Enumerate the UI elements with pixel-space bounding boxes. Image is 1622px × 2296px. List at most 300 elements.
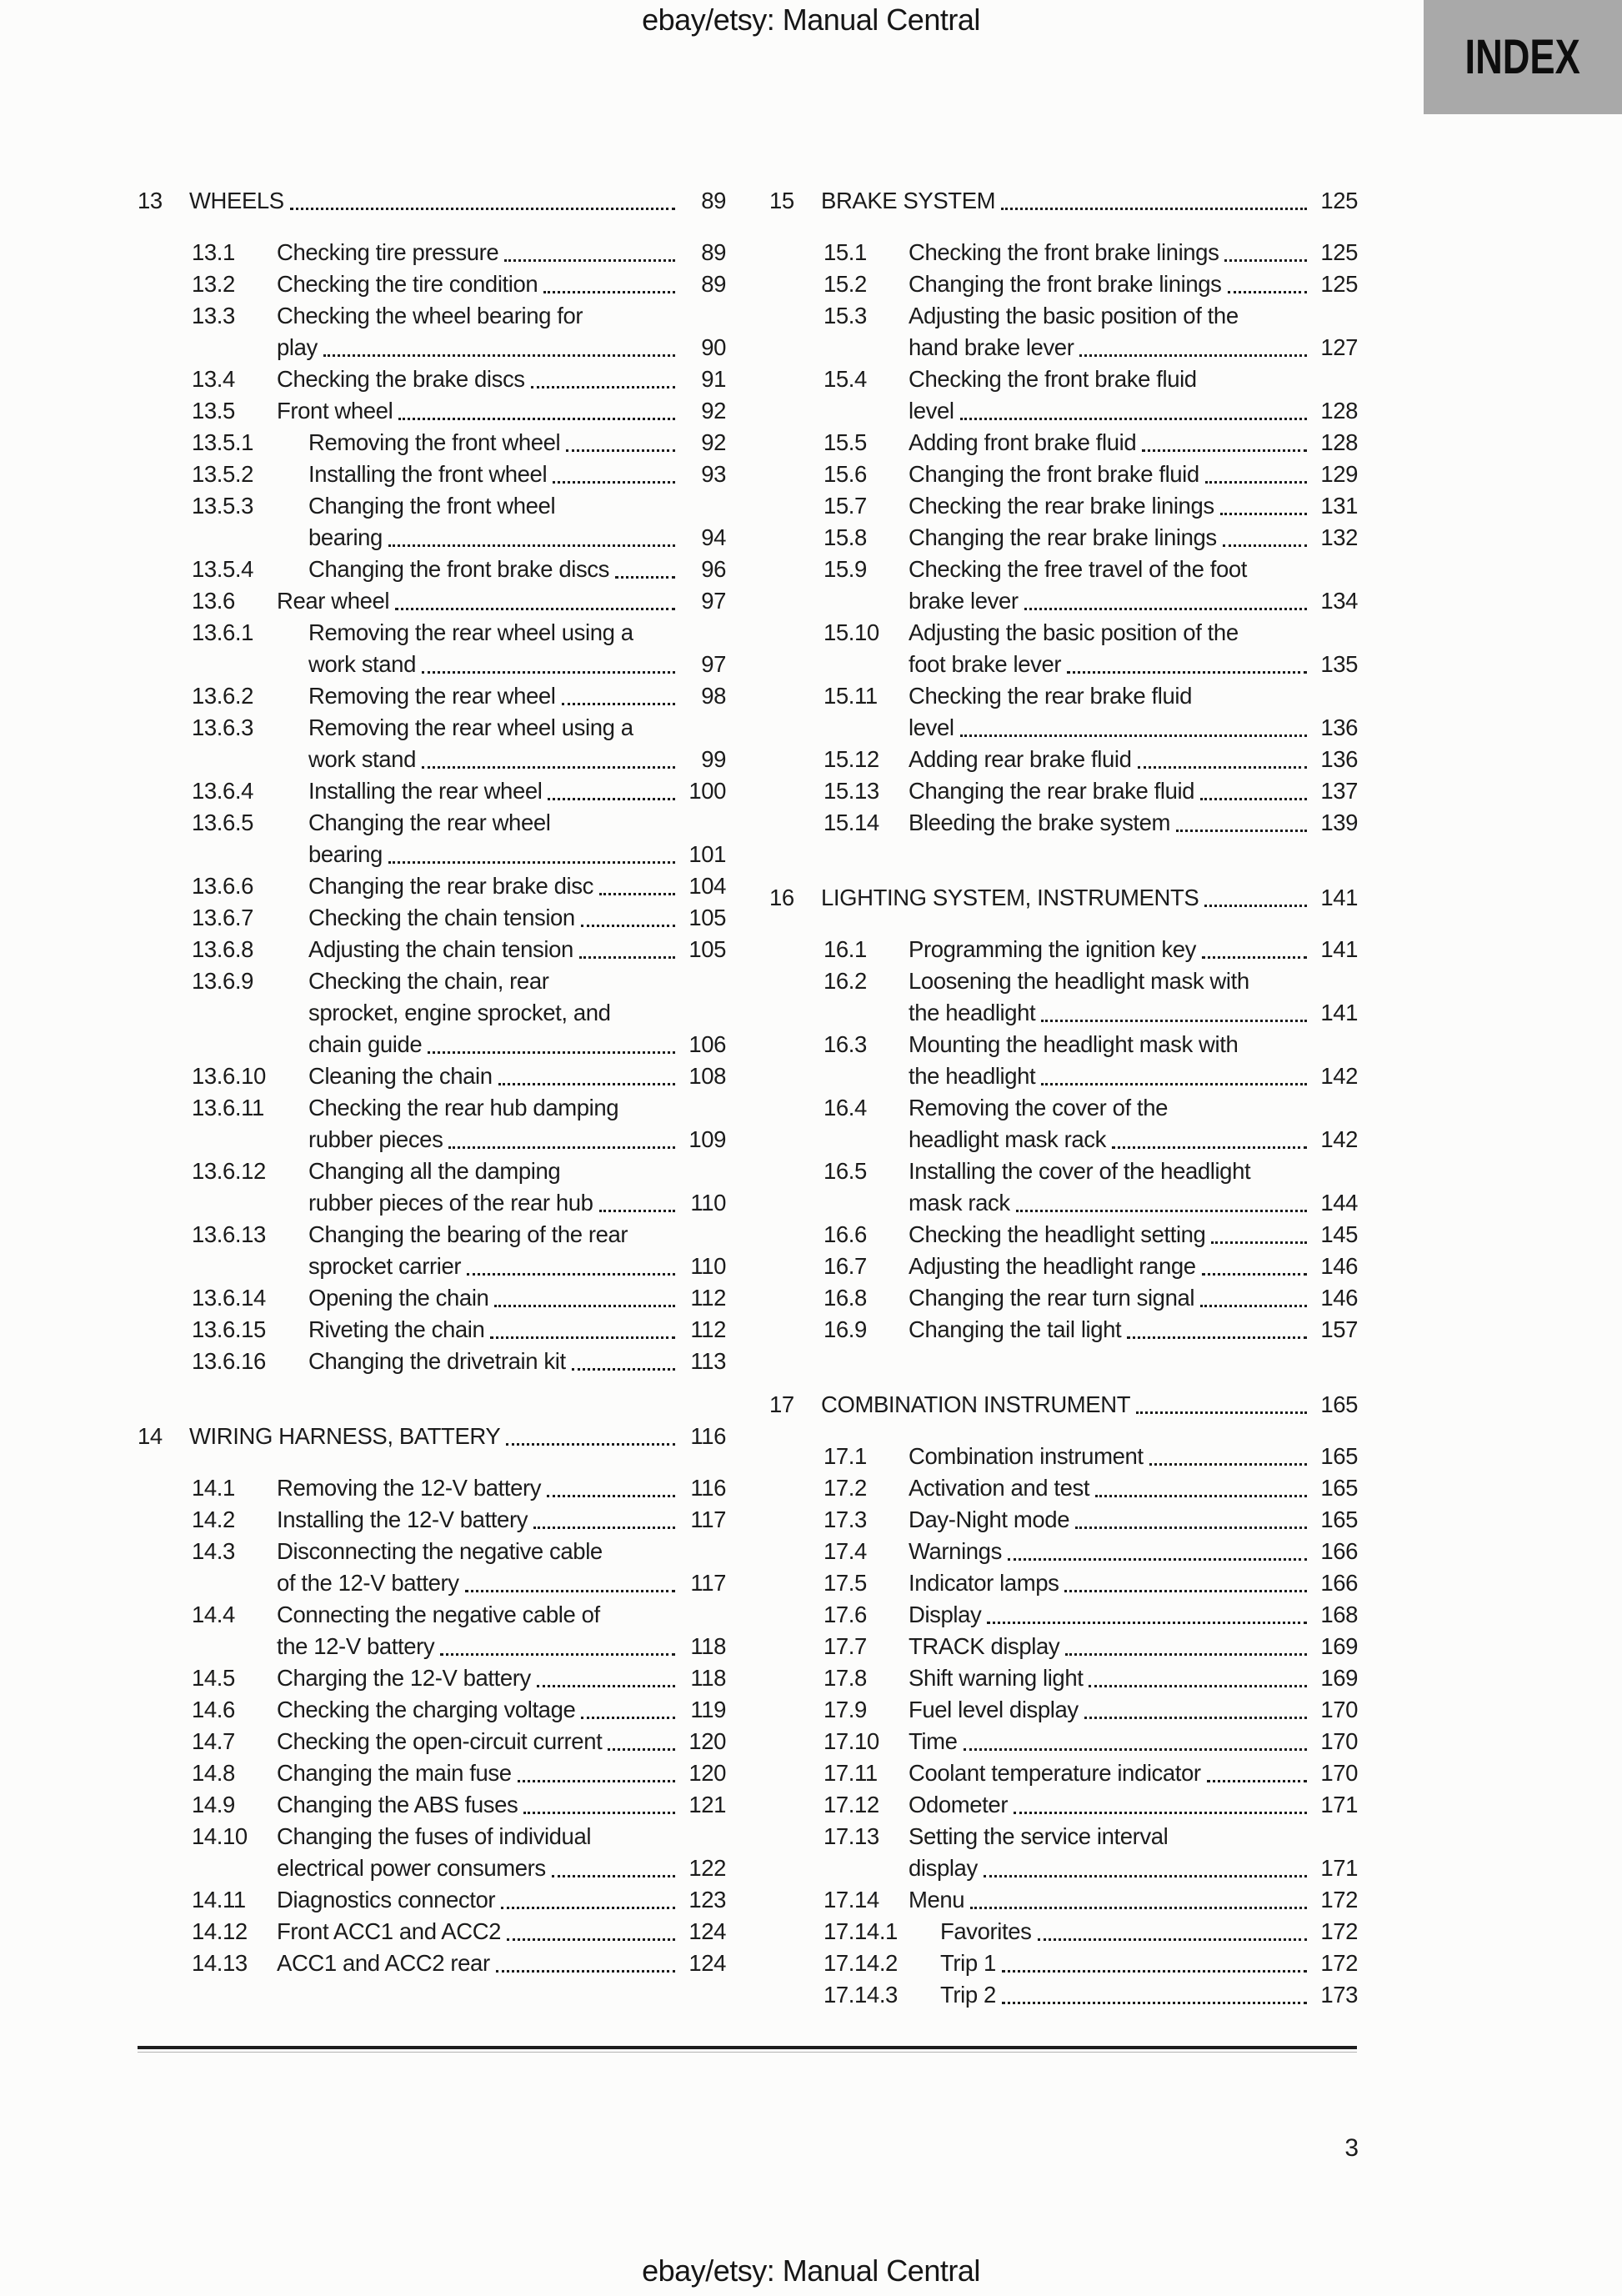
entry-page-number: 144 [1320, 1190, 1358, 1216]
entry-text: Rear wheel [277, 588, 390, 614]
entry-body [909, 1251, 1358, 1282]
entry-number: 13.5.2 [192, 461, 254, 487]
entry-page-number: 118 [690, 1633, 726, 1659]
entry-last-line [308, 1346, 726, 1377]
dot-leader [467, 1273, 675, 1276]
dot-leader [1014, 1812, 1307, 1814]
entry-page-number: 165 [1320, 1391, 1358, 1417]
entry-page-number: 97 [701, 588, 726, 614]
dot-leader [984, 1875, 1307, 1877]
entry-number: 15.5 [824, 429, 867, 455]
dot-leader [1041, 1083, 1307, 1085]
entry-last-line [308, 427, 726, 459]
toc-entry-17.5 [769, 1567, 1358, 1599]
entry-last-line [277, 585, 726, 617]
entry-page-number: 112 [690, 1316, 726, 1342]
entry-number: 13 [138, 188, 163, 213]
entry-body [277, 395, 726, 427]
entry-text: Checking the rear brake linings [909, 493, 1214, 519]
entry-text: the 12-V battery [277, 1633, 435, 1659]
entry-last-line [277, 1472, 726, 1504]
entry-last-line [308, 522, 726, 554]
toc-entry-15.3 [769, 300, 1358, 363]
entry-page-number: 113 [690, 1348, 726, 1374]
entry-body [308, 680, 726, 712]
entry-text: mask rack [909, 1190, 1010, 1216]
entry-page-number: 142 [1320, 1126, 1358, 1152]
entry-page-number: 109 [688, 1126, 726, 1152]
toc-entry-13.6.6 [138, 870, 726, 902]
entry-last-line [821, 185, 1358, 217]
entry-text: Warnings [909, 1538, 1002, 1564]
dot-leader [398, 418, 675, 420]
entry-page-number: 170 [1320, 1697, 1358, 1722]
toc-entry-14.3 [138, 1536, 726, 1599]
entry-body [308, 934, 726, 965]
dot-leader [964, 1748, 1308, 1751]
dot-leader [388, 861, 675, 864]
entry-text: Removing the 12-V battery [277, 1475, 542, 1501]
entry-text-line: Installing the cover of the headlight [909, 1158, 1251, 1184]
entry-page-number: 165 [1320, 1506, 1358, 1532]
entry-last-line [277, 268, 726, 300]
entry-page-number: 117 [690, 1570, 726, 1596]
dot-leader [494, 1305, 675, 1307]
dot-leader [323, 354, 675, 357]
toc-entry-15.2 [769, 268, 1358, 300]
entry-text: Checking the headlight setting [909, 1221, 1206, 1247]
entry-text: Trip 1 [940, 1950, 996, 1976]
entry-last-line [940, 1979, 1358, 2011]
entry-body [940, 1916, 1358, 1948]
toc-entry-15.9 [769, 554, 1358, 617]
entry-body [308, 1314, 726, 1346]
entry-page-number: 108 [688, 1063, 726, 1089]
entry-last-line [308, 870, 726, 902]
entry-number: 14.4 [192, 1602, 235, 1627]
toc-entry-13.5.2 [138, 459, 726, 490]
entry-page-number: 170 [1320, 1760, 1358, 1786]
entry-page-number: 132 [1320, 524, 1358, 550]
entry-text: WHEELS [189, 188, 284, 213]
entry-last-line [909, 1219, 1358, 1251]
entry-last-line [277, 1662, 726, 1694]
entry-page-number: 145 [1320, 1221, 1358, 1247]
entry-number: 16.8 [824, 1285, 867, 1311]
entry-number: 14.5 [192, 1665, 235, 1691]
entry-text: Shift warning light [909, 1665, 1084, 1691]
dot-leader [970, 1907, 1307, 1909]
dot-leader [537, 1685, 675, 1687]
toc-entry-15.4 [769, 363, 1358, 427]
toc-entry-14.10 [138, 1821, 726, 1884]
entry-number: 13.6.4 [192, 778, 254, 804]
entry-body [909, 1789, 1358, 1821]
entry-number: 15.13 [824, 778, 879, 804]
page-number: 3 [1344, 2134, 1359, 2162]
toc-entry-16.5 [769, 1156, 1358, 1219]
dot-leader [290, 208, 675, 210]
entry-body [909, 1821, 1358, 1884]
dot-leader [1223, 544, 1307, 547]
entry-number: 13.6 [192, 588, 235, 614]
toc-entry-16 [769, 882, 1358, 914]
entry-body [909, 1536, 1358, 1567]
entry-number: 17.14.2 [824, 1950, 898, 1976]
entry-last-line [189, 185, 726, 217]
entry-last-line [277, 1757, 726, 1789]
entry-number: 13.6.6 [192, 873, 254, 899]
entry-last-line [909, 1441, 1358, 1472]
entry-number: 13.5.1 [192, 429, 254, 455]
dot-leader [448, 1146, 675, 1149]
toc-entry-14.9 [138, 1789, 726, 1821]
dot-leader [1002, 1970, 1307, 1973]
entry-page-number: 105 [688, 905, 726, 930]
toc-entry-13.6.1 [138, 617, 726, 680]
entry-body [277, 1884, 726, 1916]
table-of-contents [138, 185, 1358, 2011]
entry-text: Changing the main fuse [277, 1760, 512, 1786]
entry-number: 14 [138, 1423, 163, 1449]
entry-text: Riveting the chain [308, 1316, 485, 1342]
entry-text-line: Changing the fuses of individual [277, 1823, 592, 1849]
entry-text: LIGHTING SYSTEM, INSTRUMENTS [821, 885, 1199, 910]
entry-last-line [909, 1187, 1358, 1219]
entry-text: Changing the ABS fuses [277, 1792, 518, 1817]
entry-body [277, 1504, 726, 1536]
entry-page-number: 90 [701, 334, 726, 360]
toc-entry-13.4 [138, 363, 726, 395]
entry-number: 14.13 [192, 1950, 248, 1976]
entry-number: 15.14 [824, 810, 879, 835]
entry-number: 14.6 [192, 1697, 235, 1722]
entry-page-number: 168 [1320, 1602, 1358, 1627]
toc-entry-17.1 [769, 1441, 1358, 1472]
entry-page-number: 146 [1320, 1253, 1358, 1279]
toc-entry-16.7 [769, 1251, 1358, 1282]
entry-number: 17.4 [824, 1538, 867, 1564]
footer-rule [138, 2046, 1357, 2049]
entry-last-line [940, 1916, 1358, 1948]
entry-page-number: 101 [688, 841, 726, 867]
entry-number: 13.6.7 [192, 905, 254, 930]
toc-entry-14.11 [138, 1884, 726, 1916]
entry-text: Removing the front wheel [308, 429, 561, 455]
entry-number: 15.2 [824, 271, 867, 297]
entry-page-number: 129 [1320, 461, 1358, 487]
dot-leader [1095, 1495, 1307, 1497]
toc-entry-15.13 [769, 775, 1358, 807]
entry-text: Front wheel [277, 398, 393, 424]
dot-leader [572, 1368, 675, 1371]
entry-last-line [909, 1314, 1358, 1346]
footer-rule-shadow [138, 2052, 1357, 2053]
dot-leader [531, 386, 675, 389]
entry-page-number: 135 [1320, 651, 1358, 677]
dot-leader [395, 608, 675, 610]
entry-text: Removing the rear wheel [308, 683, 556, 709]
entry-last-line [909, 490, 1358, 522]
entry-text-line: Disconnecting the negative cable [277, 1538, 603, 1564]
entry-body [909, 1156, 1358, 1219]
entry-page-number: 119 [690, 1697, 726, 1722]
toc-entry-14.6 [138, 1694, 726, 1726]
entry-number: 15.4 [824, 366, 867, 392]
entry-body [277, 300, 726, 363]
entry-page-number: 92 [701, 398, 726, 424]
toc-entry-15.8 [769, 522, 1358, 554]
entry-last-line [308, 1124, 726, 1156]
entry-text: Adding front brake fluid [909, 429, 1137, 455]
entry-last-line [909, 1757, 1358, 1789]
entry-body [308, 1219, 726, 1282]
toc-entry-13.6.15 [138, 1314, 726, 1346]
entry-last-line [909, 427, 1358, 459]
entry-text-line: Changing the bearing of the rear [308, 1221, 628, 1247]
entry-number: 16.4 [824, 1095, 867, 1120]
entry-body [277, 1789, 726, 1821]
entry-page-number: 104 [688, 873, 726, 899]
entry-text: rubber pieces of the rear hub [308, 1190, 593, 1216]
toc-entry-14.4 [138, 1599, 726, 1662]
toc-entry-17 [769, 1389, 1358, 1421]
toc-entry-16.6 [769, 1219, 1358, 1251]
entry-number: 13.6.5 [192, 810, 254, 835]
toc-entry-14.13 [138, 1948, 726, 1979]
dot-leader [428, 1051, 675, 1054]
entry-body [909, 965, 1358, 1029]
toc-entry-15.11 [769, 680, 1358, 744]
dot-leader [422, 766, 675, 769]
entry-text: Combination instrument [909, 1443, 1144, 1469]
entry-number: 15.3 [824, 303, 867, 328]
toc-entry-16.1 [769, 934, 1358, 965]
toc-column [138, 185, 726, 2011]
entry-number: 16.3 [824, 1031, 867, 1057]
entry-text: Checking the chain tension [308, 905, 575, 930]
entry-last-line [909, 585, 1358, 617]
entry-page-number: 124 [688, 1950, 726, 1976]
entry-last-line [909, 1662, 1358, 1694]
entry-number: 13.3 [192, 303, 235, 328]
toc-entry-13.6.13 [138, 1219, 726, 1282]
entry-text: of the 12-V battery [277, 1570, 459, 1596]
entry-body [277, 268, 726, 300]
toc-entry-14.12 [138, 1916, 726, 1948]
dot-leader [1038, 1938, 1308, 1941]
entry-text: foot brake lever [909, 651, 1062, 677]
entry-text-line: Checking the front brake fluid [909, 366, 1197, 392]
dot-leader [523, 1812, 675, 1814]
entry-number: 15.1 [824, 239, 867, 265]
dot-leader [566, 449, 675, 452]
entry-page-number: 139 [1320, 810, 1358, 835]
toc-entry-13.1 [138, 237, 726, 268]
entry-body [308, 1346, 726, 1377]
entry-body [940, 1979, 1358, 2011]
entry-number: 17.12 [824, 1792, 879, 1817]
entry-last-line [909, 1124, 1358, 1156]
dot-leader [1202, 1273, 1307, 1276]
entry-page-number: 131 [1320, 493, 1358, 519]
entry-body [821, 1389, 1358, 1421]
toc-entry-16.4 [769, 1092, 1358, 1156]
entry-text: TRACK display [909, 1633, 1060, 1659]
entry-text: Indicator lamps [909, 1570, 1059, 1596]
entry-last-line [277, 332, 726, 363]
toc-entry-13.5.4 [138, 554, 726, 585]
entry-last-line [909, 1567, 1358, 1599]
entry-text: headlight mask rack [909, 1126, 1106, 1152]
entry-text: sprocket carrier [308, 1253, 462, 1279]
entry-text-line: Removing the rear wheel using a [308, 619, 633, 645]
entry-text: WIRING HARNESS, BATTERY [189, 1423, 501, 1449]
toc-entry-13.6.9 [138, 965, 726, 1060]
entry-body [909, 1757, 1358, 1789]
entry-number: 15.9 [824, 556, 867, 582]
entry-last-line [308, 1187, 726, 1219]
entry-text-line: Checking the free travel of the foot [909, 556, 1247, 582]
entry-text-line: Adjusting the basic position of the [909, 619, 1239, 645]
toc-entry-13.5.3 [138, 490, 726, 554]
entry-number: 13.6.11 [192, 1095, 264, 1120]
toc-entry-13.6.3 [138, 712, 726, 775]
entry-page-number: 110 [690, 1190, 726, 1216]
entry-text: Fuel level display [909, 1697, 1079, 1722]
entry-page-number: 166 [1320, 1538, 1358, 1564]
toc-entry-17.8 [769, 1662, 1358, 1694]
entry-page-number: 123 [688, 1887, 726, 1912]
entry-body [909, 1599, 1358, 1631]
entry-page-number: 116 [690, 1475, 726, 1501]
entry-page-number: 91 [701, 366, 726, 392]
entry-page-number: 128 [1320, 398, 1358, 424]
entry-body [909, 1726, 1358, 1757]
entry-page-number: 117 [690, 1506, 726, 1532]
entry-last-line [277, 237, 726, 268]
entry-number: 17.14.1 [824, 1918, 898, 1944]
entry-last-line [189, 1421, 726, 1452]
entry-last-line [909, 1282, 1358, 1314]
dot-leader [1075, 1526, 1307, 1529]
entry-number: 13.2 [192, 271, 235, 297]
entry-last-line [909, 395, 1358, 427]
toc-entry-14.1 [138, 1472, 726, 1504]
entry-body [909, 775, 1358, 807]
dot-leader [581, 925, 675, 927]
entry-last-line [277, 363, 726, 395]
entry-last-line [308, 1029, 726, 1060]
dot-leader [1176, 830, 1307, 832]
entry-text: electrical power consumers [277, 1855, 546, 1881]
entry-number: 15.12 [824, 746, 879, 772]
entry-number: 17.14 [824, 1887, 879, 1912]
entry-number: 17.8 [824, 1665, 867, 1691]
entry-page-number: 125 [1320, 188, 1358, 213]
entry-number: 15.11 [824, 683, 878, 709]
entry-last-line [909, 1852, 1358, 1884]
entry-number: 16.5 [824, 1158, 867, 1184]
entry-text-line: Checking the rear hub damping [308, 1095, 619, 1120]
entry-page-number: 94 [701, 524, 726, 550]
dot-leader [518, 1780, 675, 1782]
footer-watermark: ebay/etsy: Manual Central [642, 2253, 980, 2288]
entry-text: Changing the rear turn signal [909, 1285, 1195, 1311]
entry-last-line [277, 1631, 726, 1662]
toc-entry-17.2 [769, 1472, 1358, 1504]
entry-page-number: 112 [690, 1285, 726, 1311]
toc-entry-13.5 [138, 395, 726, 427]
entry-page-number: 172 [1320, 1887, 1358, 1912]
toc-entry-13.2 [138, 268, 726, 300]
entry-last-line [909, 712, 1358, 744]
entry-number: 17.5 [824, 1570, 867, 1596]
entry-last-line [909, 1726, 1358, 1757]
entry-body [277, 1536, 726, 1599]
toc-entry-17.7 [769, 1631, 1358, 1662]
entry-page-number: 166 [1320, 1570, 1358, 1596]
dot-leader [1205, 481, 1307, 484]
entry-number: 16 [769, 885, 794, 910]
entry-body [277, 1757, 726, 1789]
entry-number: 16.9 [824, 1316, 867, 1342]
entry-page-number: 136 [1320, 746, 1358, 772]
entry-body [308, 712, 726, 775]
entry-body [909, 268, 1358, 300]
entry-number: 14.8 [192, 1760, 235, 1786]
entry-text: Favorites [940, 1918, 1032, 1944]
dot-leader [562, 703, 675, 705]
entry-text-line: Removing the cover of the [909, 1095, 1169, 1120]
toc-entry-16.2 [769, 965, 1358, 1029]
entry-last-line [909, 1599, 1358, 1631]
entry-number: 15.10 [824, 619, 879, 645]
entry-body [909, 1092, 1358, 1156]
entry-number: 17.13 [824, 1823, 879, 1849]
entry-number: 14.11 [192, 1887, 246, 1912]
entry-page-number: 99 [701, 746, 726, 772]
entry-page-number: 92 [701, 429, 726, 455]
entry-body [308, 1282, 726, 1314]
entry-page-number: 96 [701, 556, 726, 582]
entry-text: Adjusting the chain tension [308, 936, 573, 962]
entry-page-number: 173 [1320, 1982, 1358, 2008]
entry-text: Checking the front brake linings [909, 239, 1219, 265]
entry-number: 13.6.9 [192, 968, 254, 994]
entry-body [909, 300, 1358, 363]
entry-number: 16.7 [824, 1253, 867, 1279]
dot-leader [1084, 1717, 1307, 1719]
entry-text-line: sprocket, engine sprocket, and [308, 1000, 611, 1025]
entry-body [909, 1694, 1358, 1726]
entry-number: 14.10 [192, 1823, 248, 1849]
dot-leader [1211, 1241, 1307, 1244]
entry-number: 13.6.14 [192, 1285, 266, 1311]
dot-leader [1112, 1146, 1307, 1149]
entry-text: Adjusting the headlight range [909, 1253, 1196, 1279]
entry-text-line: Checking the wheel bearing for [277, 303, 583, 328]
entry-text: Programming the ignition key [909, 936, 1196, 962]
entry-last-line [308, 554, 726, 585]
entry-page-number: 106 [688, 1031, 726, 1057]
entry-last-line [821, 1389, 1358, 1421]
dot-leader [1224, 259, 1307, 262]
entry-last-line [909, 775, 1358, 807]
entry-body [277, 1472, 726, 1504]
entry-text: Changing the rear brake linings [909, 524, 1217, 550]
entry-text: brake lever [909, 588, 1019, 614]
